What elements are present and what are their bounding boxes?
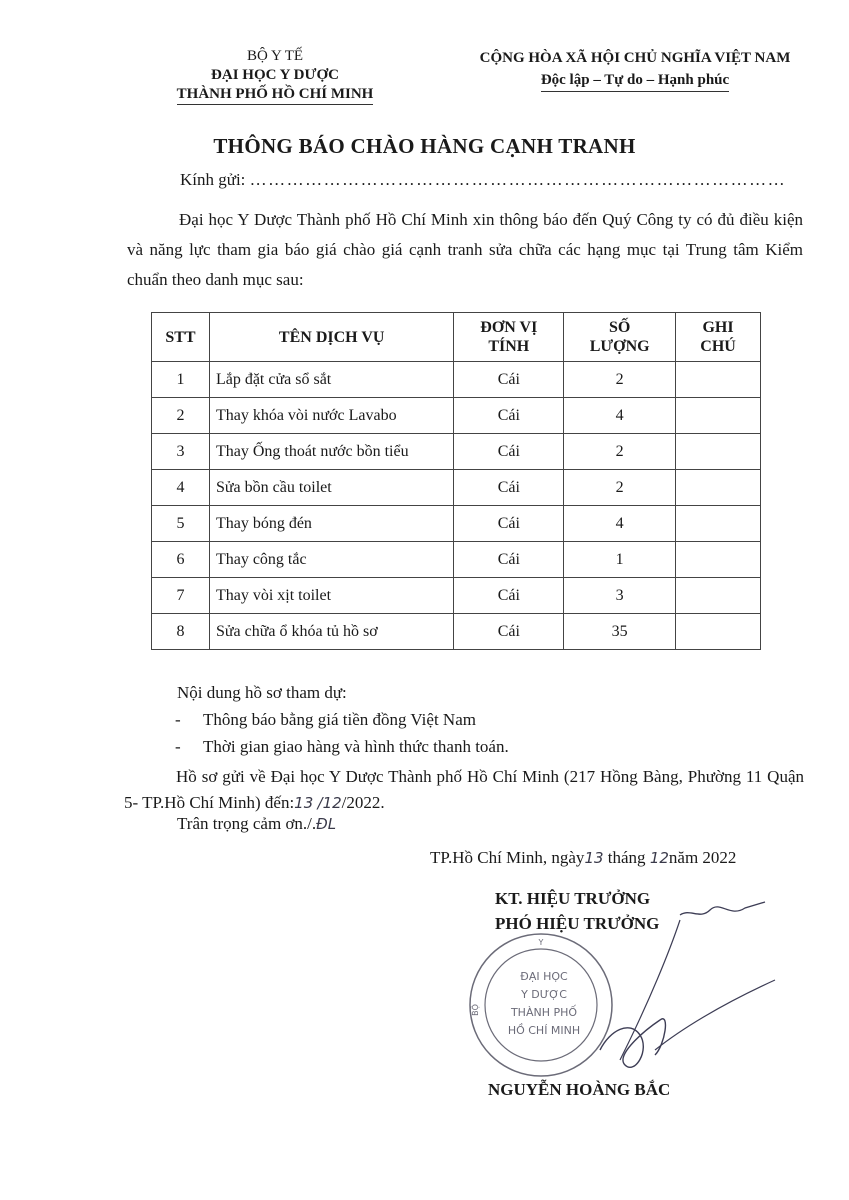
- signer-title-2: PHÓ HIỆU TRƯỞNG: [495, 914, 660, 933]
- submission-paragraph: [124, 764, 804, 816]
- cell-sl: 3: [564, 578, 676, 614]
- bullet-dash: -: [175, 737, 181, 756]
- table-row: [152, 398, 761, 434]
- cell-dvt: Cái: [454, 614, 564, 650]
- cell-sl: 4: [564, 506, 676, 542]
- cell-dvt: Cái: [454, 398, 564, 434]
- handwritten-date-month: 12: [649, 849, 669, 867]
- cell-ghichu: [676, 578, 761, 614]
- cell-stt: 3: [152, 434, 210, 470]
- bullet-dash: -: [175, 710, 181, 729]
- motto: Độc lập – Tự do – Hạnh phúc: [440, 69, 830, 92]
- cell-dvt: Cái: [454, 506, 564, 542]
- stamp-line-3: THÀNH PHỐ: [510, 1006, 578, 1019]
- signature-stroke: [655, 980, 775, 1050]
- table-row: [152, 470, 761, 506]
- cell-dvt: Cái: [454, 578, 564, 614]
- cell-sl: 4: [564, 398, 676, 434]
- handwritten-separator: /: [317, 794, 323, 812]
- intro-paragraph: [127, 205, 803, 295]
- cell-sl: 2: [564, 434, 676, 470]
- table-row: [152, 578, 761, 614]
- country-name: CỘNG HÒA XÃ HỘI CHỦ NGHĨA VIỆT NAM: [479, 50, 791, 66]
- signature-stroke: [600, 1019, 665, 1068]
- cell-ten: Thay công tắc: [209, 542, 453, 578]
- cell-sl: 35: [564, 614, 676, 650]
- col-ten-dich-vu: TÊN DỊCH VỤ: [209, 313, 453, 362]
- col-don-vi-tinh: ĐƠN VỊ TÍNH: [454, 313, 564, 362]
- cell-ghichu: [676, 506, 761, 542]
- table-row: [152, 506, 761, 542]
- list-item-text: Thông báo bằng giá tiền đồng Việt Nam: [203, 710, 476, 729]
- cell-ten: Lắp đặt cửa sổ sắt: [209, 362, 453, 398]
- cell-ten: Sửa chữa ổ khóa tủ hồ sơ: [209, 614, 453, 650]
- header-left: [150, 47, 400, 105]
- recipient-blank: ……………………………………………………………………………: [249, 170, 787, 189]
- closing-text: Trân trọng cảm ơn./.: [177, 814, 317, 833]
- stamp-line-2: Y DƯỢC: [521, 988, 567, 1001]
- cell-stt: 7: [152, 578, 210, 614]
- handwritten-month: 12: [322, 794, 342, 812]
- recipient-line: [180, 170, 786, 190]
- cell-stt: 6: [152, 542, 210, 578]
- document-title: THÔNG BÁO CHÀO HÀNG CẠNH TRANH: [213, 134, 636, 158]
- cell-stt: 2: [152, 398, 210, 434]
- table-row: [152, 362, 761, 398]
- table-row: [152, 614, 761, 650]
- cell-dvt: Cái: [454, 362, 564, 398]
- cell-stt: 1: [152, 362, 210, 398]
- stamp-line-4: HỒ CHÍ MINH: [507, 1024, 581, 1037]
- header-right: [440, 47, 830, 92]
- contents-heading: Nội dung hồ sơ tham dự:: [177, 683, 347, 702]
- cell-ghichu: [676, 614, 761, 650]
- ministry-name: BỘ Y TẾ: [246, 48, 304, 64]
- cell-ghichu: [676, 398, 761, 434]
- stamp-ring-top: Y: [538, 938, 544, 947]
- cell-sl: 1: [564, 542, 676, 578]
- signer-title-1: KT. HIỆU TRƯỞNG: [495, 889, 651, 908]
- cell-dvt: Cái: [454, 434, 564, 470]
- cell-sl: 2: [564, 362, 676, 398]
- cell-ten: Thay khóa vòi nước Lavabo: [209, 398, 453, 434]
- cell-stt: 8: [152, 614, 210, 650]
- cell-ten: Thay bóng đén: [209, 506, 453, 542]
- table-row: [152, 434, 761, 470]
- cell-ten: Sửa bồn cầu toilet: [209, 470, 453, 506]
- table-header-row: [152, 313, 761, 362]
- handwritten-initials: ĐL: [316, 815, 337, 833]
- submission-year: /2022.: [341, 793, 385, 812]
- handwritten-day: 13: [294, 794, 314, 812]
- table-row: [152, 542, 761, 578]
- date-line: [430, 848, 736, 868]
- signature-stroke: [680, 902, 765, 915]
- cell-ten: Thay vòi xịt toilet: [209, 578, 453, 614]
- cell-ghichu: [676, 542, 761, 578]
- date-month-label: tháng: [607, 848, 646, 867]
- col-stt: STT: [152, 313, 210, 362]
- cell-dvt: Cái: [454, 470, 564, 506]
- intro-text: Đại học Y Dược Thành phố Hồ Chí Minh xin thông báo đến Quý Công ty có đủ điều kiện và năng lực tham gia báo giá chào giá cạnh tranh sửa chữa các hạng mục tại Trung tâm Kiểm chuẩn theo danh mục sau:: [127, 210, 803, 289]
- university-name: ĐẠI HỌC Y DƯỢC: [211, 67, 339, 83]
- handwritten-signature: [560, 880, 790, 1090]
- cell-ghichu: [676, 362, 761, 398]
- cell-dvt: Cái: [454, 542, 564, 578]
- cell-stt: 4: [152, 470, 210, 506]
- date-prefix: TP.Hồ Chí Minh, ngày: [430, 848, 585, 867]
- signature-stroke: [620, 920, 680, 1060]
- cell-ghichu: [676, 434, 761, 470]
- list-item-text: Thời gian giao hàng và hình thức thanh toán.: [203, 737, 509, 756]
- date-year: năm 2022: [668, 848, 737, 867]
- signer-name: NGUYỄN HOÀNG BẮC: [488, 1080, 671, 1099]
- cell-sl: 2: [564, 470, 676, 506]
- submission-text: Hồ sơ gửi về Đại học Y Dược Thành phố Hồ Chí Minh (217 Hồng Bàng, Phường 11 Quận 5- TP.Hồ Chí Minh) đến:: [124, 767, 804, 812]
- cell-stt: 5: [152, 506, 210, 542]
- service-table: [151, 312, 761, 650]
- city-name: THÀNH PHỐ HỒ CHÍ MINH: [150, 85, 400, 105]
- col-ghi-chu: GHI CHÚ: [676, 313, 761, 362]
- cell-ghichu: [676, 470, 761, 506]
- stamp-line-1: ĐẠI HỌC: [520, 970, 568, 983]
- col-so-luong: SỐ LƯỢNG: [564, 313, 676, 362]
- handwritten-date-day: 13: [584, 849, 604, 867]
- stamp-ring-left: BỘ: [471, 1004, 480, 1016]
- recipient-label: Kính gửi:: [180, 170, 246, 189]
- cell-ten: Thay Ống thoát nước bồn tiểu: [209, 434, 453, 470]
- list-item: [175, 710, 476, 730]
- closing-line: [177, 814, 336, 834]
- list-item: [175, 737, 509, 757]
